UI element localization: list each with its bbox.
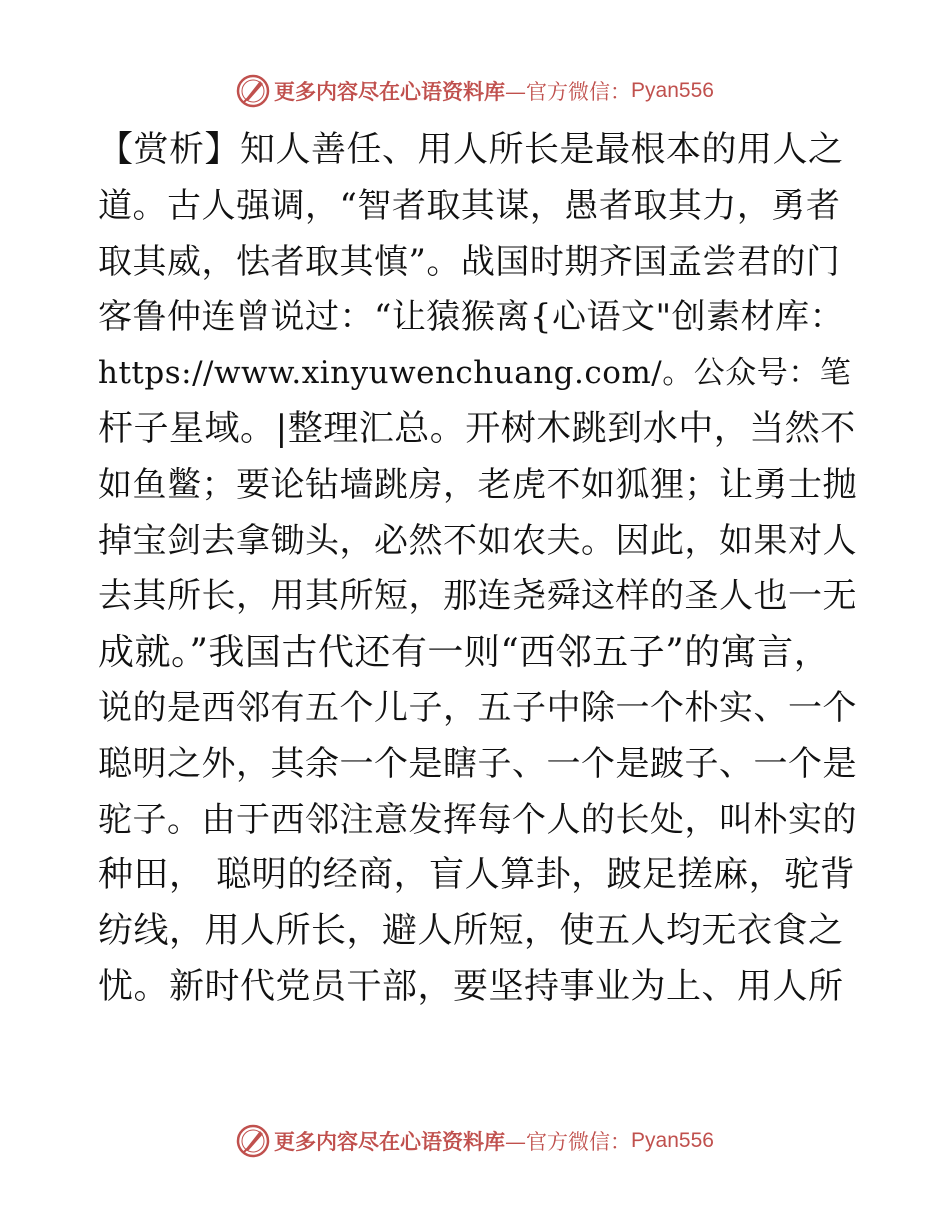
banner-brand-text: 更多内容尽在心语资料库 bbox=[274, 1129, 506, 1154]
body-line: 掉宝剑去拿锄头，必然不如农夫。因此，如果对人 bbox=[98, 520, 857, 561]
banner-wechat-handle: Pyan556 bbox=[631, 1129, 714, 1152]
quill-pen-logo-icon bbox=[236, 74, 270, 108]
quill-pen-logo-icon bbox=[236, 1124, 270, 1158]
body-line: 【赏析】知人善任、用人所长是最根本的用人之 bbox=[98, 130, 844, 170]
body-line: 聪明之外，其余一个是瞎子、一个是跛子、一个是 bbox=[98, 743, 857, 784]
body-line: 杆子星域。|整理汇总。开树木跳到水中，当然不 bbox=[98, 408, 856, 449]
banner-wechat-label: —官方微信： bbox=[505, 1130, 632, 1154]
body-line: 如鱼鳖；要论钻墙跳房，老虎不如狐狸；让勇士抛 bbox=[98, 464, 857, 505]
header-banner bbox=[0, 71, 950, 111]
body-line: 取其威，怯者取其慎”。战国时期齐国孟尝君的门 bbox=[98, 241, 841, 282]
banner-wechat-label: —官方微信： bbox=[505, 80, 632, 104]
article-body bbox=[98, 123, 858, 1016]
body-line: 说的是西邻有五个儿子，五子中除一个朴实、一个 bbox=[98, 687, 857, 728]
body-line: 去其所长，用其所短，那连尧舜这样的圣人也一无 bbox=[98, 576, 857, 617]
footer-banner bbox=[0, 1121, 950, 1161]
body-line: 纺线，用人所长，避人所短，使五人均无衣食之 bbox=[98, 911, 844, 952]
body-line: 成就。”我国古代还有一则“西邻五子”的寓言， bbox=[98, 632, 831, 674]
body-line: 客鲁仲连曾说过：“让猿猴离{心语文"创素材库： bbox=[98, 297, 845, 338]
banner-brand-text: 更多内容尽在心语资料库 bbox=[274, 79, 506, 104]
body-line: 道。古人强调，“智者取其谋，愚者取其力，勇者 bbox=[98, 185, 841, 226]
body-line: 种田， 聪明的经商，盲人算卦，跛足搓麻，驼背 bbox=[98, 855, 856, 896]
body-line: 驼子。由于西邻注意发挥每个人的长处，叫朴实的 bbox=[98, 799, 857, 840]
body-line-url: https://www.xinyuwenchuang.com/。公众号：笔 bbox=[98, 355, 852, 392]
banner-wechat-handle: Pyan556 bbox=[631, 79, 714, 102]
body-line: 忧。新时代党员干部，要坚持事业为上、用人所 bbox=[98, 966, 844, 1007]
